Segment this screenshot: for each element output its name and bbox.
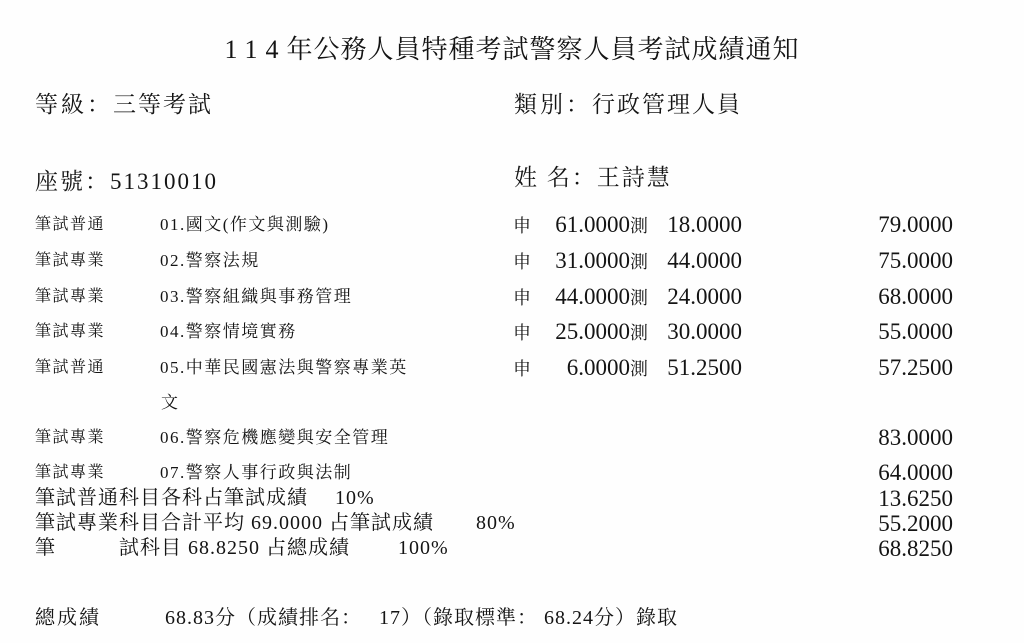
grade-value: 三等考試 bbox=[113, 92, 213, 117]
essay-score: 6.0000 bbox=[566, 354, 630, 380]
test-score: 44.0000 bbox=[667, 247, 742, 273]
score-row bbox=[0, 424, 1024, 451]
category-field bbox=[514, 86, 742, 119]
test-score: 30.0000 bbox=[667, 318, 742, 344]
document-title bbox=[0, 29, 1024, 66]
essay-label: 申 bbox=[513, 287, 531, 308]
subject-name-wrap: 文 bbox=[161, 393, 180, 412]
summary-row-written-total bbox=[0, 536, 1024, 561]
essay-score: 61.0000 bbox=[555, 211, 630, 237]
subject-name: 06.警察危機應變與安全管理 bbox=[160, 428, 390, 447]
subject-total-score: 79.0000 bbox=[878, 212, 953, 237]
summary-row-general-weight bbox=[0, 486, 1024, 511]
essay-score: 44.0000 bbox=[555, 283, 630, 309]
exam-scores bbox=[513, 283, 742, 310]
seat-number-label: 座號： bbox=[35, 169, 110, 194]
total-score-label: 總成績 bbox=[35, 607, 101, 629]
rank-text: （成績排名： 17） bbox=[236, 607, 422, 629]
summary-text: 筆試普通科目各科占筆試成績 10% bbox=[35, 487, 375, 509]
test-score: 24.0000 bbox=[667, 283, 742, 309]
test-label: 測 bbox=[630, 287, 648, 308]
summary-row-professional-weight bbox=[0, 511, 1024, 536]
essay-label: 申 bbox=[513, 215, 531, 236]
subject-category: 筆試普通 bbox=[35, 359, 106, 376]
document-title-text: 年公務人員特種考試警察人員考試成績通知 bbox=[286, 35, 800, 64]
essay-label: 申 bbox=[513, 358, 531, 379]
total-score-line bbox=[0, 604, 1024, 632]
summary-value: 55.2000 bbox=[878, 511, 953, 536]
score-row bbox=[0, 283, 1024, 310]
exam-scores bbox=[513, 247, 742, 274]
test-label: 測 bbox=[630, 215, 648, 236]
score-row bbox=[0, 318, 1024, 345]
test-label: 測 bbox=[630, 322, 648, 343]
score-row bbox=[0, 459, 1024, 486]
subject-total-score: 57.2500 bbox=[878, 355, 953, 380]
subject-category: 筆試專業 bbox=[35, 464, 106, 481]
exam-scores bbox=[513, 211, 742, 238]
essay-label: 申 bbox=[513, 251, 531, 272]
score-row bbox=[0, 354, 1024, 381]
score-row bbox=[0, 247, 1024, 274]
grade-label: 等級： bbox=[35, 92, 113, 117]
summary-value: 68.8250 bbox=[878, 536, 953, 561]
subject-name: 03.警察組織與事務管理 bbox=[160, 287, 353, 306]
subject-name: 05.中華民國憲法與警察專業英 bbox=[160, 358, 408, 377]
cutoff-text: （錄取標準： 68.24分） bbox=[422, 607, 636, 629]
admission-result: 錄取 bbox=[636, 607, 678, 629]
subject-category: 筆試專業 bbox=[35, 429, 106, 446]
subject-total-score: 68.0000 bbox=[878, 284, 953, 309]
essay-score: 31.0000 bbox=[555, 247, 630, 273]
subject-category: 筆試普通 bbox=[35, 216, 106, 233]
test-label: 測 bbox=[630, 358, 648, 379]
exam-year: 114 bbox=[224, 35, 287, 64]
subject-name: 01.國文(作文與測驗) bbox=[160, 215, 330, 234]
exam-scores bbox=[513, 318, 742, 345]
summary-text: 筆 試科目 68.8250 占總成績 100% bbox=[35, 537, 449, 559]
grade-field bbox=[35, 86, 213, 119]
essay-score: 25.0000 bbox=[555, 318, 630, 344]
subject-category: 筆試專業 bbox=[35, 252, 106, 269]
test-label: 測 bbox=[630, 251, 648, 272]
score-row bbox=[0, 211, 1024, 238]
seat-number-field bbox=[35, 163, 218, 196]
essay-label: 申 bbox=[513, 322, 531, 343]
subject-name: 02.警察法規 bbox=[160, 251, 260, 270]
exam-scores bbox=[513, 354, 742, 381]
test-score: 18.0000 bbox=[667, 211, 742, 237]
subject-total-score: 55.0000 bbox=[878, 319, 953, 344]
subject-total-score: 75.0000 bbox=[878, 248, 953, 273]
seat-number-value: 51310010 bbox=[110, 169, 218, 194]
category-value: 行政管理人員 bbox=[592, 92, 742, 117]
summary-text: 筆試專業科目合計平均 69.0000 占筆試成績 80% bbox=[35, 512, 516, 534]
subject-total-score: 83.0000 bbox=[878, 425, 953, 450]
candidate-name-field bbox=[514, 159, 672, 192]
subject-total-score: 64.0000 bbox=[878, 460, 953, 485]
subject-category: 筆試專業 bbox=[35, 323, 106, 340]
summary-value: 13.6250 bbox=[878, 486, 953, 511]
subject-category: 筆試專業 bbox=[35, 288, 106, 305]
total-score-value bbox=[165, 604, 678, 632]
subject-name: 04.警察情境實務 bbox=[160, 322, 297, 341]
candidate-name-value: 王詩慧 bbox=[596, 165, 672, 190]
category-label: 類別： bbox=[514, 92, 592, 117]
candidate-name-label: 姓 名： bbox=[514, 165, 597, 190]
total-score: 68.83分 bbox=[165, 607, 236, 629]
test-score: 51.2500 bbox=[667, 354, 742, 380]
subject-name: 07.警察人事行政與法制 bbox=[160, 463, 353, 482]
